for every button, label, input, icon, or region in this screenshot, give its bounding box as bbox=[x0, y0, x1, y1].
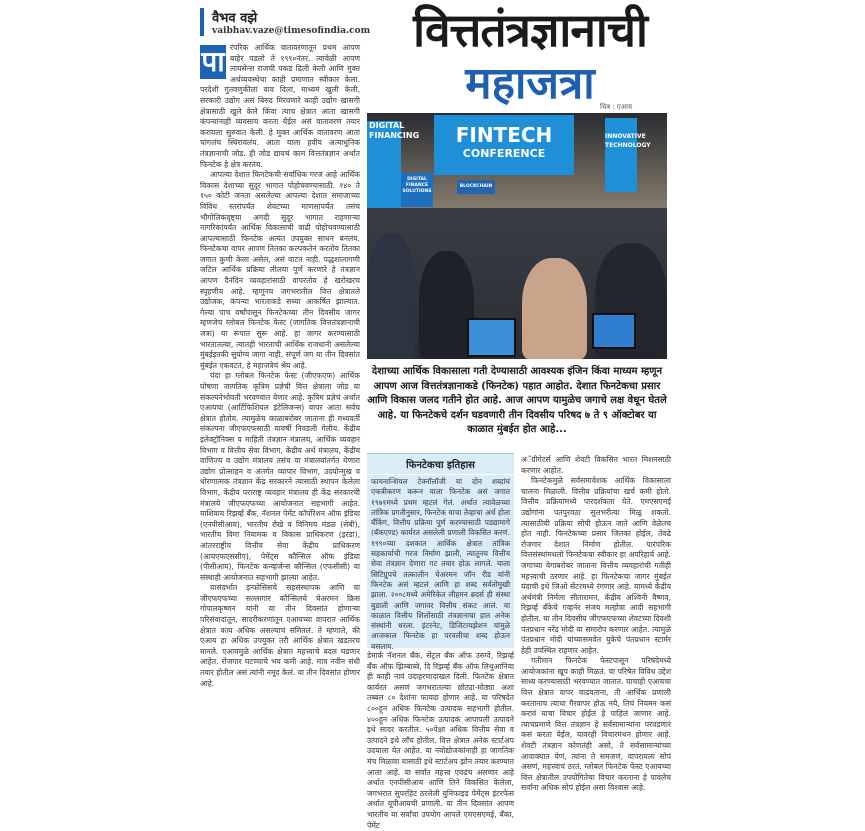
banner-title: FINTECH bbox=[455, 123, 553, 147]
drop-cap: पा bbox=[201, 45, 225, 78]
paragraph: अॅग्रीगेटर्स आणि शेवटी विकसित भारत मिशनसाठी करणार आहोत. bbox=[521, 455, 671, 475]
banner-left: DIGITAL FINANCING bbox=[367, 121, 401, 216]
banner-subtitle: CONFERENCE bbox=[462, 147, 546, 160]
history-box-body: फायनान्शियल टेक्नॉलॉजी या दोन शब्दांचं एकत्रीकरण करून याला फिनटेक असं जगात १९७१मध्ये प्रथम म्हटलं गेलं. अर्थात त्यावेळच्या तांत्रिक प्रगतीनुसार, फिनटेक याचा तेव्हाचा अर्थ होता बँकिंग, वित्तीय प्रक्रिया पूर्ण करण्यासाठी पडद्यामागे (बॅकएण्ड) कार्यरत असलेली प्रणाली विकसित करणं. १९९०च्या दशकात आर्थिक क्षेत्रात तांत्रिक सहकार्याची गरज निर्माण झाली, त्यातूनच वित्तीय सेवा तंत्रज्ञान देणारा गट तयार होऊ लागले. याला सिटिग्रुपचे तत्कालीन चेअरमन जॉन रीड यांनी फिनटेक असं म्हटलं आणि हा शब्द सर्वतोमुखी झाला. २००८मध्ये अमेरिकेत लीहमन ब्रदर्स ही संस्था बुडाली आणि जगावर वित्तीय संकट आलं. या काळात वित्तीय शिलोंसाठी तंत्रज्ञानाचा हात अनेक संस्थांनी धरला. इंटरनेट, डिजिटायझेशन यांमुळे आजकाल फिनटेक हा परवलीचा शब्द होऊन बसलाय. bbox=[371, 477, 510, 651]
article-column-1 bbox=[200, 43, 360, 818]
paragraph: यंदा हा ग्लोबल फिनटेक फेस्ट (जीएफएफ) आर्थिक घोषणा जागतिक कृत्रिम प्रज्ञेची वित्त क्षेत्राला जोड या संकल्पनेभोवती भरवण्यात येणार आहे. कृत्रिम प्रज्ञेचं अर्थात एआयचा (आर्टिफिशियल इंटेलिजन्स) वापर आता सर्वच क्षेत्रात होतोय. त्यामुळेच काळाबरोबर जाताना ही मध्यवर्ती संकल्पना जीएफएफसाठी यावर्षी निवडली गेलीय. केंद्रीय इलेक्ट्रॉनिक्स व माहिती तंत्रज्ञान मंत्रालय, आर्थिक व्यवहार विभाग व वित्तीय सेवा विभाग, केंद्रीय अर्थ मंत्रालय, केंद्रीय वाणिज्य व उद्योग मंत्रालय तसंच या मंत्रालयांतर्गत येणारा उद्योग प्रोत्साहन व अंतर्गत व्यापार विभाग, उदयोन्मुख व धोरणात्मक तंत्रज्ञान केंद्र सरकारने त्यासाठी स्थापन केलेला विभाग, केंद्रीय पराराष्ट्र व्यवहार मंत्रालय ही केंद्र सरकारची मंत्रालये जीएफएफच्या आयोजनात सहभागी आहेत. याशिवाय रिझर्व्ह बँक, नॅशनल पेमेंट कॉर्पोरेशन ऑफ इंडिया (एनपीसीआय), भारतीय रोखे व विनिमय मंडळ (सेबी), भारतीय विमा नियामक व विकास प्राधिकरण (इरडा), आंतरराष्ट्रीय वित्तीय सेवा केंद्रीय प्राधिकरण (आयएफएससीए), पेमेंट्स कौन्सिल ऑफ इंडिया (पीसीआय), फिनटेक कन्व्हर्जन्स कौन्सिल (एफसीसी) या संस्थाही आयोजनात सहभागी झाल्या आहेत. bbox=[200, 371, 360, 582]
history-box bbox=[367, 453, 514, 651]
lead-paragraph: देशाच्या आर्थिक विकासाला गती देण्यासाठी आवश्यक इंजिन किंवा माध्यम म्हणून आपण आज वित्ततंत्रज्ञानाकडे (फिनटेक) पहात आहोत. देशात फिनटेकचा प्रसार आणि विकास जलद गतीने होत आहे. आज आपण यामुळेच जगाचे लक्ष वेधून घेतले आहे. या फिनटेकचे दर्शन घडवणारी तीन दिवसीय परिषद ७ ते ९ ऑक्टोबर या काळात मुंबईत होत आहे... bbox=[367, 366, 667, 435]
person bbox=[367, 233, 415, 359]
banner-blockchain: BLOCKCHAIN bbox=[457, 180, 495, 194]
author-email[interactable]: vaibhav.vaze@timesofindia.com bbox=[212, 26, 371, 36]
paragraph: आपल्या देशात फिनटेकची सर्वाधिक गरज आहे आर्थिक विकास देशाच्या सुदूर भागात पोहोचवण्यासाठी. १४० ते १५० कोटी जनता असलेल्या आपल्या देशात समाजाच्या विविध स्तरांपर्यंत शेवटच्या माणसापर्यंत तसंच भौगोलिकदृष्ट्या अगदी सुदूर भागात राहणाऱ्या नागरिकांपर्यंत आर्थिक विकासाची वाढी पोहोचवण्यासाठी आपल्यासाठी फिनटेक अत्यंत उपयुक्त साधन बनलंय. फिनटेकचा वापर आपण तितका कल्पकतेनं करतोय तितका जगात कुणी केला असेल, असं वाटत नाही. पद्धशालागणी जटिल आर्थिक प्रक्रिया लीलया पूर्ण करणारे हे तंत्रज्ञान आपण दैनंदिन व्यवहारांसाठी वापरतोय हे खरोखरच स्पृहणीय आहे. म्हणूनच जगभरातील वित्त क्षेत्रातले उद्योजक, कंपन्या भारताकडे सध्या आकर्षित झाल्यात. गेल्या पाच वर्षांपासून फिनटेकच्या तीन दिवसीय जागर म्हणजेच ग्लोबल फिनटेक फेस्ट (जागतिक वित्ततंत्रज्ञानाची जत्रा) या रूपात सुरू आहे. हा जागर करण्यासाठी भारतातल्या, त्यातही भारताची आर्थिक राजधानी असलेल्या मुंबईइतकी सुयोग्य जागा नाही. संपूर्ण जग या तीन दिवसांत मुंबईत एकवटतं, हे महाजत्रेचं श्रेय आहे. bbox=[200, 170, 360, 370]
byline bbox=[200, 8, 370, 36]
history-box-title: फिनटेकचा इतिहास bbox=[367, 454, 514, 475]
paragraph: डेमार्क नॅशनल बँक, सेंट्रल बँक ऑफ उरुग्वे, रिझर्व्ह बँक ऑफ झिम्बाब्वे, दि रिझर्व्ह बँक ऑफ लिथुआनिया ही काही नावं उदाहरणादाखल दिली. फिनटेक क्षेत्रात कार्यरत असणं जगभरातल्या छोट्या-मोठ्या अशा तब्बल ८० देशांना फायदा होणार आहे. या परिषदेत ८००हून अधिक फिनटेक उत्पादक सहभागी होतील. ४००हून अधिक फिनटेक उत्पादकं आपापली उत्पादने इथे सादर करतील. ५०पेक्षा अधिक वित्तीय सेवा व उत्पादने इथे लाँच होतील. वित्त क्षेत्रात अनेक स्टार्टअप उदयाला येत आहेत. या नवोद्योजकांनाही हा जागतिक मंच मिळावा यासाठी इथे स्टार्टअप झोन तयार करण्यात आला आहे. या सर्वांत महत्त्व एवढंच असणार आहे अर्थात एनपीसीआय आणि तिने विकसित केलेला, जगभरात सुपरहिट ठरलेली युनिफाइड पेमेंट्स इंटरफेस अर्थात यूपीआयची प्रणाली. या तीन दिवसांत आपण भारतीय या सर्वांचा उपयोग आपले एमएसएमई, बँका, पेमेंट bbox=[367, 651, 514, 830]
paragraph: रंपरिक आर्थिक वातावरणातून प्रथम आपण बाहेर पडलो ते १९९०नंतर. त्यावेळी आपण लायसेन्स राजची पकड ढिली केली आणि मुक्त अर्थव्यवस्थेचा काही प्रमाणात स्वीकार केला. परदेशी गुंतवणुकीला वाव दिला, माध्यमं खुली केली, सरकारी उद्योग असं बिरुद मिरवणारे काही उद्योग खासगी क्षेत्रासाठी खुले केले किंवा त्याच क्षेत्रात आता खासगी कंपन्यांनाही व्यवसाय करता येईल असं वातावरण तयार करायला सुरुवात केली. हे मुक्त आर्थिक वातावरण आता चांगलंच स्थिरावलंय. आता याला हवीय अत्याधुनिक तंत्रज्ञानाची जोड. ही जोड द्यायचं काम वित्ततंत्रज्ञान अर्थात फिनटेक हे क्षेत्र करतंय. bbox=[200, 43, 360, 169]
headline-text: वित्ततंत्रज्ञानाची bbox=[413, 3, 647, 57]
article-column-2 bbox=[367, 651, 514, 830]
photo-credit: चित्र : एआय bbox=[600, 103, 633, 111]
banner-digital-finance: DIGITAL FINANCE SOLUTIONS bbox=[401, 173, 433, 207]
conference-photo bbox=[367, 113, 667, 359]
banner-right: INNOVATIVE TECHNOLOGY bbox=[605, 118, 637, 192]
banner-fintech-conference bbox=[434, 115, 574, 175]
article-column-3 bbox=[521, 455, 671, 818]
person bbox=[419, 251, 474, 359]
author-name: वैभव वझे bbox=[212, 11, 258, 26]
paragraph: यासंदर्भात इन्फोसिसचे सहसंस्थापक आणि या जीएफएफच्या सल्लागार कौन्सिलचे चेअरमन क्रिस गोपालकृष्णन यांनी या तीन दिवसांत होणाऱ्या परिसंवादांतून, सादरीकरणांतून एआयच्या वापरात आर्थिक क्षेत्रात काय अधिक असल्याचं संमितलं. ते म्हणाले, की एआय हा अधिक उपयुक्त तरी आर्थिक क्षेत्रात खडतरच मानले. एआयमुळे आर्थिक क्षेत्रात महत्त्वाचे बदल घडणार आहेत. रोजगार घटण्याचे भय कमी आहे. मात्र नवीन संधी तयार होतील असं त्यांनी नमूद केलं. या तीन दिवसांत होणार आहे. bbox=[200, 583, 360, 688]
tablet-icon bbox=[467, 318, 516, 357]
tablet-icon bbox=[592, 313, 636, 349]
paragraph: फिनटेकमुळे सर्वसमावेशक आर्थिक विकासाला चालना मिळाली. वित्तीय प्रक्रियांचा खर्च कमी होतो. वित्तीय प्रक्रियांमध्ये पारदर्शकता येते. एमएसएमई उद्योगांना पतपुरवठा सुलभरीत्या मिळू शकतो. त्यासाठीची प्रक्रिया सोपी होऊन जाते आणि वेळेतच होत नाही. फिनटेकच्या प्रसार जितका होईल, तेवढे रोजगार देशात निर्माण होतील. पारंपरिक वित्तसंस्थांमधलो फिनटेकचा स्वीकार हा अपरिहार्य आहे. जगाच्या वेगाबरोबर जाताना वित्तीय व्यवहारांची गतीही महत्त्वाची ठरणार आहे. हा फिनटेकचा जागर मुंबईत यंदाची इथे जिओ सेंटरमध्ये रंगणार आहे. यामध्ये केंद्रीय अर्थमंत्री निर्मला सीतारामन, केंद्रीय अश्विनी वैष्णव, रिझर्व्ह बँकेचे गव्हर्नर संजय मल्होत्रा आदी सहभागी होतील. या तीन दिवसीय जीएफएफच्या शेवटच्या दिवशी पंतप्रधान नरेंद्र मोदी या समारोप करणार आहेत. त्यामुळे पंतप्रधान मोदी यांच्यासमवेत युकेचे पंतप्रधान स्टार्मर हेही उपस्थित राहणार आहेत. bbox=[521, 476, 671, 655]
headline-line-1 bbox=[385, 2, 675, 58]
headline-line-2: महाजत्रा bbox=[465, 58, 595, 109]
paragraph: गतीमान फिनटेक फेस्टपासून परिषदेमध्ये आयोजकांना खूप काही मिळतं. या परिषेत विविध उद्देश साध्य करण्यासाठी भरवण्यात जातात. याचाही एआयचा वित्त क्षेत्रात वापर वाढवताना, ती आर्थिक प्रणाली करतानाच त्याचा गैरवापर होऊ नये, तिचं नियमन कसं करावं याचा विचार होईल हे पाहिलं जाणार आहे. त्याचप्रमाणे वित्त तंत्रज्ञान हे सर्वसामान्यांना परवडणारं कसं करता येईल, यावरही विचारमंथन होणार आहे. शेवटी तंत्रज्ञान कोणतंही असो, ते सर्वसामान्यांच्या आवाक्यात येणं, त्यांना ते समजणं, वापरायला सोपं असणं, महत्त्वाचं ठरतं. ग्लोबल फिनटेक फेस्ट एआयच्या वित्त क्षेत्रातील उपयोगितेचा विचार करताना हे पावलेच सर्वांना अधिक सोपं होईल असा विश्वास आहे. bbox=[521, 656, 671, 793]
person bbox=[522, 258, 587, 359]
